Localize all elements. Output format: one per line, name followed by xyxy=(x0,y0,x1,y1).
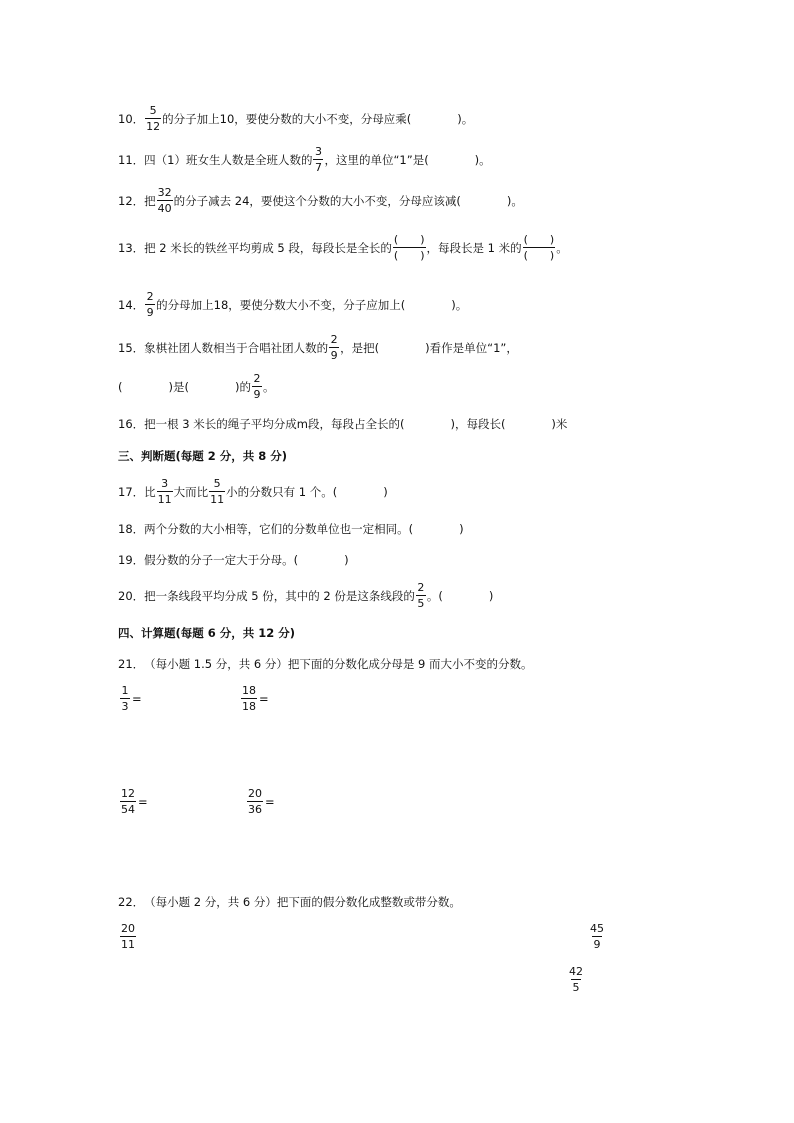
question-17 xyxy=(118,477,388,506)
fraction: $\frac{2}{9}$ xyxy=(253,372,261,401)
question-text: 。 xyxy=(556,240,568,255)
question-text: 把 2 米长的铁丝平均剪成 5 段，每段长是全长的 xyxy=(144,240,392,255)
q22-item-2 xyxy=(588,922,606,951)
fraction: $\frac{1}{3}$ xyxy=(121,684,129,713)
question-18 xyxy=(118,521,464,537)
fraction: $\frac{32}{40}$ xyxy=(157,186,172,215)
question-number: 20． xyxy=(118,588,145,603)
q21-item-4: $\frac{20}{36}$ = xyxy=(248,787,275,816)
q22-item-1 xyxy=(119,922,137,951)
fraction: $\frac{5}{11}$ xyxy=(210,477,225,506)
question-text: 。( ) xyxy=(426,588,494,603)
q21-item-1: $\frac{1}{3}$ = xyxy=(121,684,142,713)
fraction: $\frac{20}{11}$ xyxy=(121,922,135,951)
question-text: ，这里的单位“1”是( )。 xyxy=(324,152,491,167)
q22-item-3 xyxy=(567,965,585,994)
question-number: 21． xyxy=(118,657,145,671)
question-text: ，每段长是 1 米的 xyxy=(426,240,522,255)
question-14 xyxy=(118,290,467,319)
question-10 xyxy=(118,104,473,133)
question-15-line-2 xyxy=(118,372,274,401)
question-number: 22． xyxy=(118,895,145,909)
question-text: 的分母加上18，要使分数大小不变，分子应加上( )。 xyxy=(156,297,468,312)
question-text: 两个分数的大小相等，它们的分数单位也一定相同。( ) xyxy=(144,522,464,536)
question-text: 假分数的分子一定大于分母。( ) xyxy=(144,553,349,567)
fraction: $\frac{12}{54}$ xyxy=(121,787,135,816)
fraction: $\frac{3}{7}$ xyxy=(314,145,322,174)
question-text: 的分子减去 24，要使这个分数的大小不变，分母应该减( )。 xyxy=(173,193,523,208)
question-number: 10． xyxy=(118,111,145,126)
question-number: 11． xyxy=(118,152,145,167)
question-text: 。 xyxy=(262,379,275,394)
question-number: 13． xyxy=(118,240,145,255)
question-number: 14． xyxy=(118,297,145,312)
question-number: 12． xyxy=(118,193,145,208)
fraction: $\frac{45}{9}$ xyxy=(590,922,604,951)
question-text: 比 xyxy=(144,484,156,499)
question-number: 16． xyxy=(118,417,145,431)
question-19 xyxy=(118,552,349,568)
question-text: 小的分数只有 1 个。( ) xyxy=(226,484,388,499)
question-text: 把一根 3 米长的绳子平均分成m段，每段占全长的( )，每段长( )米 xyxy=(144,417,568,431)
question-text: （每小题 1.5 分，共 6 分）把下面的分数化成分母是 9 而大小不变的分数。 xyxy=(144,657,533,671)
q21-item-3: $\frac{12}{54}$ = xyxy=(121,787,148,816)
question-text: 象棋社团人数相当于合唱社团人数的 xyxy=(144,340,329,355)
section-title: 三、判断题(每题 2 分，共 8 分) xyxy=(118,449,288,463)
question-text: （每小题 2 分，共 6 分）把下面的假分数化成整数或带分数。 xyxy=(144,895,461,909)
section-title: 四、计算题(每题 6 分，共 12 分) xyxy=(118,626,296,640)
question-text: 把一条线段平均分成 5 份，其中的 2 份是这条线段的 xyxy=(144,588,415,603)
question-22 xyxy=(118,894,461,910)
blank-fraction[interactable]: $\frac{( )}{( )}$ xyxy=(393,233,425,262)
fraction: $\frac{2}{5}$ xyxy=(417,581,425,610)
question-number: 15． xyxy=(118,340,145,355)
section-heading-calculation xyxy=(118,625,295,641)
question-21 xyxy=(118,656,533,672)
blank-fraction[interactable]: $\frac{( )}{( )}$ xyxy=(523,233,555,262)
question-15 xyxy=(118,333,518,362)
section-heading-judgement xyxy=(118,448,287,464)
fraction: $\frac{3}{11}$ xyxy=(157,477,172,506)
question-13 xyxy=(118,233,568,262)
question-text: 四（1）班女生人数是全班人数的 xyxy=(144,152,313,167)
question-number: 18． xyxy=(118,522,145,536)
fraction: $\frac{18}{18}$ xyxy=(242,684,256,713)
question-number: 17． xyxy=(118,484,145,499)
fraction: $\frac{42}{5}$ xyxy=(569,965,583,994)
question-11 xyxy=(118,145,491,174)
question-text: 把 xyxy=(144,193,156,208)
fraction: $\frac{2}{9}$ xyxy=(146,290,154,319)
q21-item-2: $\frac{18}{18}$ = xyxy=(242,684,269,713)
question-16 xyxy=(118,416,567,432)
fraction: $\frac{5}{12}$ xyxy=(146,104,161,133)
question-text: 大而比 xyxy=(173,484,209,499)
fraction: $\frac{20}{36}$ xyxy=(248,787,262,816)
question-text: 的分子加上10，要使分数的大小不变，分母应乘( )。 xyxy=(162,111,474,126)
question-text: ，是把( )看作是单位“1”， xyxy=(340,340,518,355)
question-12 xyxy=(118,186,523,215)
question-text: ( )是( )的 xyxy=(118,379,251,394)
question-number: 19． xyxy=(118,553,145,567)
fraction: $\frac{2}{9}$ xyxy=(330,333,338,362)
question-20 xyxy=(118,581,493,610)
